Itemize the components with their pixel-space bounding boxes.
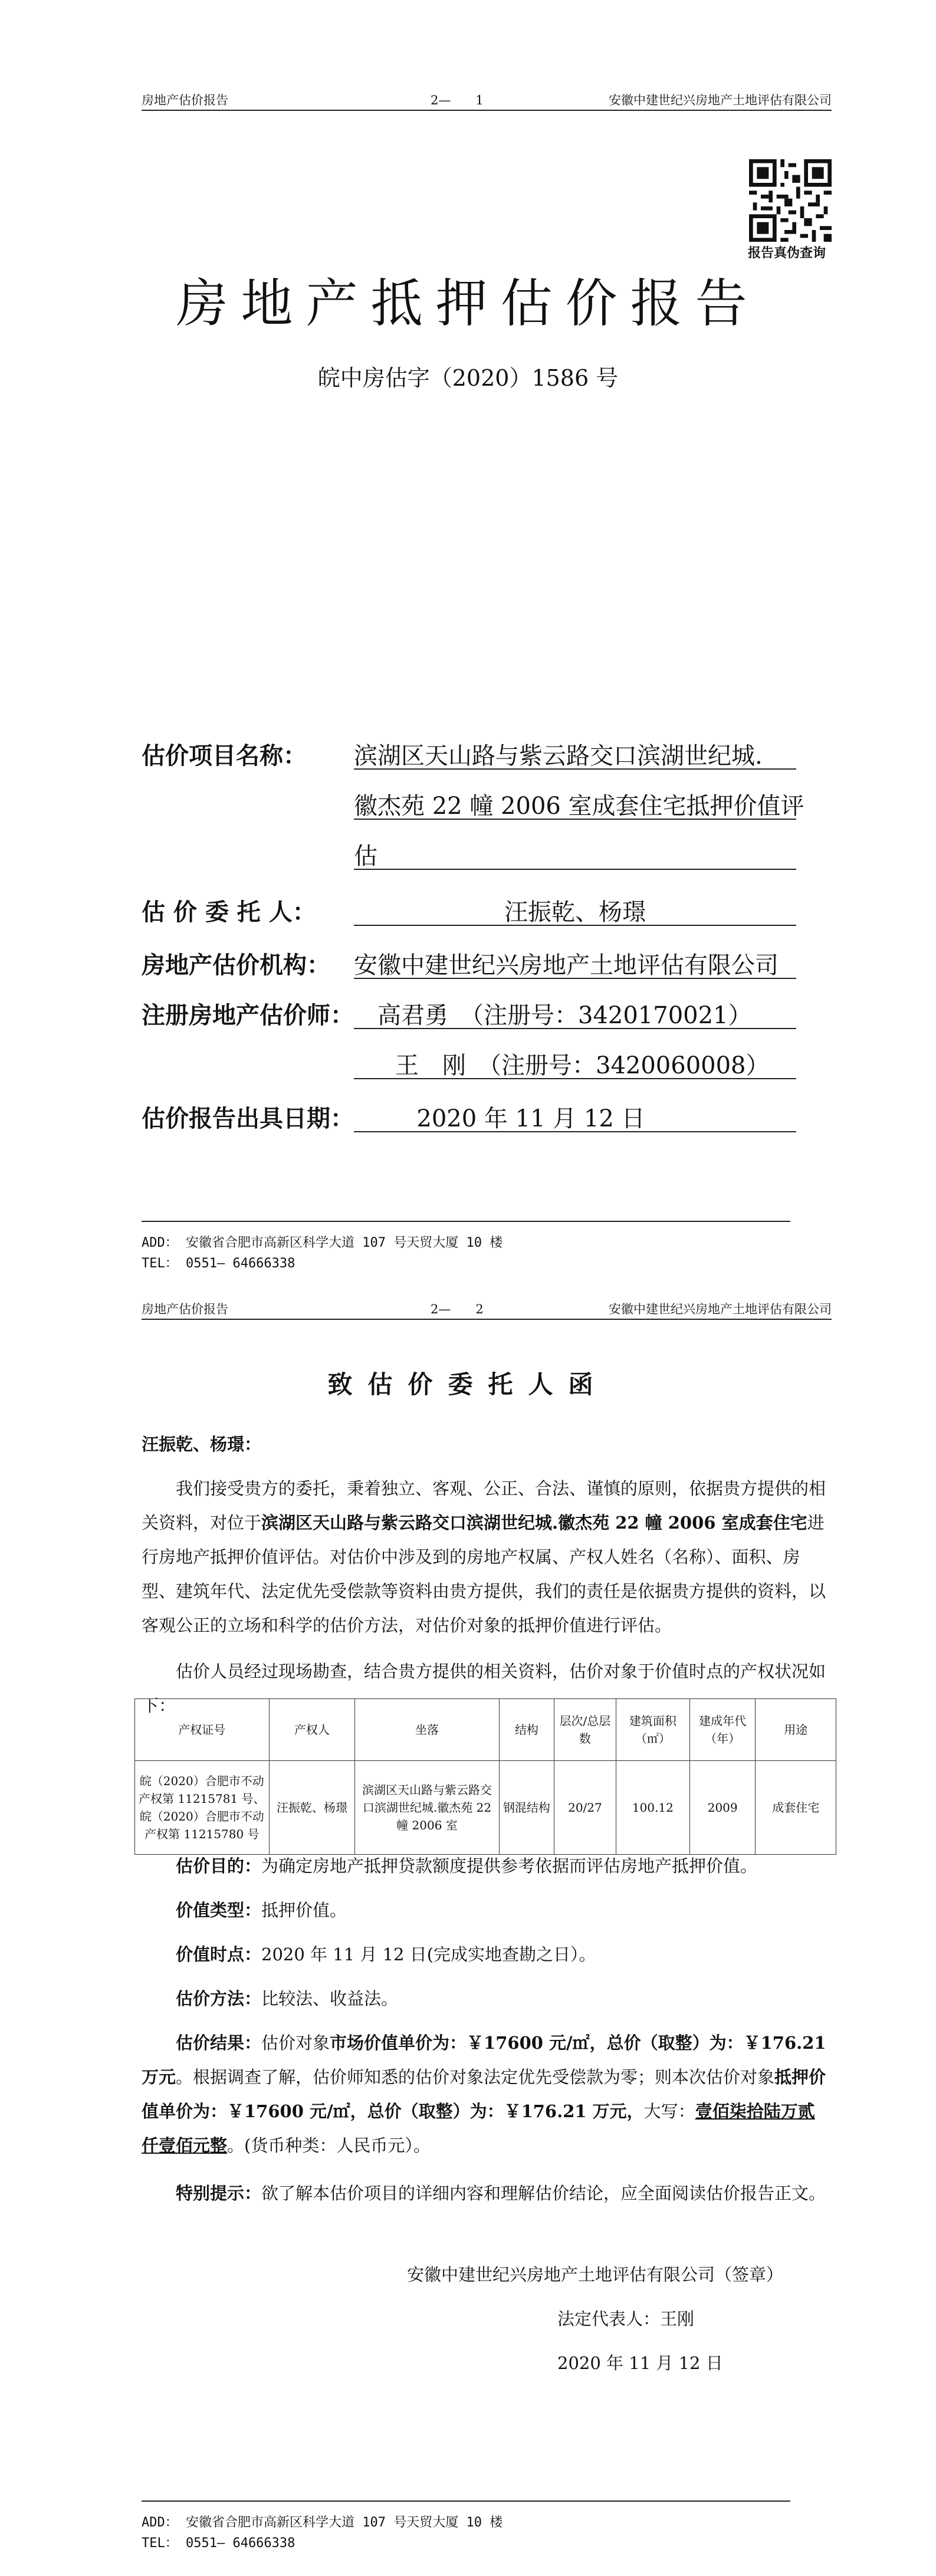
appraiser-2: 王 刚 （注册号：3420060008） <box>395 1052 770 1079</box>
page-header <box>142 88 832 111</box>
client-value: 汪振乾、杨璟 <box>504 899 646 926</box>
table-header-cell: 建筑面积（㎡） <box>616 1699 689 1761</box>
table-header-row <box>135 1699 836 1761</box>
report-date-value: 2020 年 11 月 12 日 <box>416 1105 645 1132</box>
underline <box>354 925 796 926</box>
letter-title: 致估价委托人函 <box>327 1370 609 1399</box>
qr-code-icon[interactable] <box>749 159 832 242</box>
salutation: 汪振乾、杨璟： <box>142 1434 262 1454</box>
legal-representative: 法定代表人：王刚 <box>557 2309 695 2329</box>
header-page-number: 2— 2 <box>431 1302 484 1316</box>
table-cell: 100.12 <box>616 1761 689 1855</box>
header-left: 房地产估价报告 <box>142 1302 228 1316</box>
table-header-cell: 用途 <box>756 1699 836 1761</box>
paragraph-2: 估价人员经过现场勘查，结合贵方提供的相关资料，估价对象于价值时点的产权状况如下： <box>142 1661 826 1716</box>
agency-label: 房地产估价机构： <box>142 952 330 979</box>
table-header-cell: 产权人 <box>269 1699 355 1761</box>
underline <box>354 768 796 770</box>
property-table <box>134 1698 836 1855</box>
page-header <box>142 1297 832 1320</box>
document-number: 皖中房估字（2020）1586 号 <box>317 365 619 391</box>
table-cell: 滨湖区天山路与紫云路交口滨湖世纪城.徽杰苑 22 幢 2006 室 <box>355 1761 500 1855</box>
underline <box>354 819 796 820</box>
header-page-number: 2— 1 <box>431 93 484 107</box>
signature-date: 2020 年 11 月 12 日 <box>557 2353 723 2373</box>
underline <box>354 1131 796 1132</box>
report-title: 房地产抵押估价报告 <box>176 273 760 334</box>
project-name-line2: 徽杰苑 22 幢 2006 室成套住宅抵押价值评 <box>354 793 804 820</box>
client-label: 估 价 委 托 人： <box>142 899 316 926</box>
appraiser-1: 高君勇 （注册号：3420170021） <box>377 1002 752 1029</box>
header-right: 安徽中建世纪兴房地产土地评估有限公司 <box>609 93 832 107</box>
value-date: 价值时点：2020 年 11 月 12 日(完成实地查勘之日）。 <box>176 1944 596 1964</box>
underline <box>354 1028 796 1029</box>
table-cell: 成套住宅 <box>756 1761 836 1855</box>
footer-tel: TEL： 0551— 64666338 <box>142 2536 295 2551</box>
header-right: 安徽中建世纪兴房地产土地评估有限公司 <box>609 1302 832 1316</box>
report-date-label: 估价报告出具日期： <box>142 1105 354 1132</box>
table-cell: 钢混结构 <box>499 1761 554 1855</box>
table-header-cell: 层次/总层数 <box>554 1699 616 1761</box>
project-name-line1: 滨湖区天山路与紫云路交口滨湖世纪城. <box>354 742 763 770</box>
table-cell: 皖（2020）合肥市不动产权第 11215781 号、皖（2020）合肥市不动产权第 11215780 号 <box>135 1761 270 1855</box>
footer-divider <box>142 2501 790 2502</box>
agency-value: 安徽中建世纪兴房地产土地评估有限公司 <box>354 952 779 979</box>
footer-address: ADD： 安徽省合肥市高新区科学大道 107 号天贸大厦 10 楼 <box>142 2515 503 2530</box>
paragraph-1: 我们接受贵方的委托，秉着独立、客观、公正、合法、谨慎的原则，依据贵方提供的相关资料，对位于滨湖区天山路与紫云路交口滨湖世纪城.徽杰苑 22 幢 2006 室成套住宅进行房地产抵押价值评估。对估价中涉及到的房地产权属、产权人姓名（名称）、面积、房型、建筑年代、法定优先受偿款等资料由贵方提供，我们的责任是依据贵方提供的资料，以客观公正的立场和科学的估价方法，对估价对象的抵押价值进行评估。 <box>142 1478 826 1635</box>
valuation-method: 估价方法：比较法、收益法。 <box>176 1989 399 2009</box>
valuation-purpose: 估价目的：为确定房地产抵押贷款额度提供参考依据而评估房地产抵押价值。 <box>176 1856 758 1876</box>
value-type: 价值类型：抵押价值。 <box>176 1900 347 1920</box>
project-name-label: 估价项目名称： <box>142 742 307 770</box>
table-header-cell: 坐落 <box>355 1699 500 1761</box>
table-header-cell: 建成年代（年） <box>689 1699 756 1761</box>
table-cell: 汪振乾、杨璟 <box>269 1761 355 1855</box>
underline <box>354 978 796 979</box>
table-row <box>135 1761 836 1855</box>
company-signature: 安徽中建世纪兴房地产土地评估有限公司（签章） <box>407 2265 784 2285</box>
qr-caption: 报告真伪查询 <box>748 246 826 261</box>
special-note: 特别提示：欲了解本估价项目的详细内容和理解估价结论，应全面阅读估价报告正文。 <box>176 2183 826 2203</box>
valuation-result: 估价结果：估价对象市场价值单价为：￥17600 元/㎡，总价（取整）为：￥176.21 万元。根据调查了解，估价师知悉的估价对象法定优先受偿款为零；则本次估价对象抵押价值单价为：￥17600 元/㎡，总价（取整）为：￥176.21 万元，大写：壹佰柒拾陆万贰仟壹佰元整。(货币种类：人民币元）。 <box>142 2033 826 2156</box>
appraiser-label: 注册房地产估价师： <box>142 1002 354 1029</box>
header-left: 房地产估价报告 <box>142 93 228 107</box>
table-cell: 2009 <box>689 1761 756 1855</box>
project-name-line3: 估 <box>354 843 377 870</box>
underline <box>354 869 796 870</box>
footer-address: ADD： 安徽省合肥市高新区科学大道 107 号天贸大厦 10 楼 <box>142 1236 503 1250</box>
footer-tel: TEL： 0551— 64666338 <box>142 1256 295 1271</box>
table-cell: 20/27 <box>554 1761 616 1855</box>
footer-divider <box>142 1221 790 1222</box>
table-header-cell: 产权证号 <box>135 1699 270 1761</box>
table-header-cell: 结构 <box>499 1699 554 1761</box>
underline <box>354 1078 796 1079</box>
